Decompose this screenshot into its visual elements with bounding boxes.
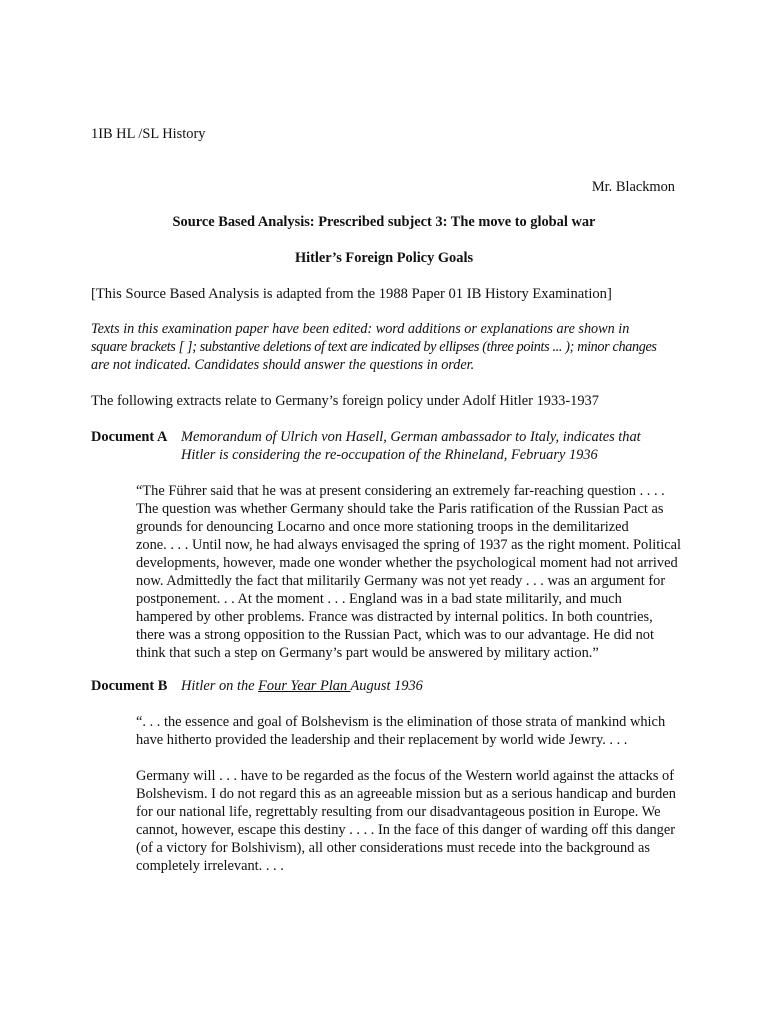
document-a-label: Document A bbox=[91, 429, 168, 445]
document-b-label: Document B bbox=[91, 678, 168, 694]
quote-line: cannot, however, escape this destiny . . . . In the face of this danger of warding off this danger bbox=[136, 822, 676, 838]
quote-line: think that such a step on Germany’s part would be answered by military action.” bbox=[136, 645, 599, 661]
instructions-paragraph bbox=[91, 320, 681, 374]
instructions-line: are not indicated. Candidates should answer the questions in order. bbox=[91, 357, 475, 373]
document-b-caption bbox=[181, 677, 423, 695]
quote-line: Bolshevism. I do not regard this as an agreeable mission but as a serious handicap and burden bbox=[136, 786, 676, 802]
document-b-quote-second bbox=[136, 767, 681, 875]
course-title: 1IB HL /SL History bbox=[91, 126, 206, 142]
quote-line: for our national life, regrettably resulting from our disadvantageous position in Europe. We bbox=[136, 804, 661, 820]
caption-date: August 1936 bbox=[350, 678, 423, 694]
document-a-caption bbox=[181, 428, 641, 464]
quote-line: there was a strong opposition to the Russian Pact, which was to our advantage. He did not bbox=[136, 627, 654, 643]
quote-line: The question was whether Germany should take the Paris ratification of the Russian Pact as bbox=[136, 501, 664, 517]
caption-line: Memorandum of Ulrich von Hasell, German ambassador to Italy, indicates that bbox=[181, 429, 641, 445]
instructions-line: square brackets [ ]; substantive deletions of text are indicated by ellipses (three points ... ); minor changes bbox=[91, 339, 657, 355]
subject-heading: Source Based Analysis: Prescribed subject 3: The move to global war bbox=[172, 214, 596, 230]
quote-line: hampered by other problems. France was distracted by internal politics. In both countries, bbox=[136, 609, 653, 625]
teacher-name: Mr. Blackmon bbox=[591, 179, 675, 195]
intro-text: The following extracts relate to Germany’s foreign policy under Adolf Hitler 1933-1937 bbox=[91, 393, 599, 409]
quote-line: (of a victory for Bolshivism), all other considerations must recede into the background as bbox=[136, 840, 650, 856]
document-b-quote-first bbox=[136, 713, 681, 749]
quote-line: completely irrelevant. . . . bbox=[136, 858, 284, 874]
document-a-quote bbox=[136, 482, 681, 662]
four-year-plan-link: Four Year Plan bbox=[258, 678, 351, 694]
quote-line: postponement. . . At the moment . . . England was in a bad state militarily, and much bbox=[136, 591, 622, 607]
quote-line: grounds for denouncing Locarno and once more stationing troops in the demilitarized bbox=[136, 519, 629, 535]
quote-line: zone. . . . Until now, he had always envisaged the spring of 1937 as the right moment. Political bbox=[136, 537, 682, 553]
topic-heading: Hitler’s Foreign Policy Goals bbox=[294, 250, 474, 266]
quote-line: “. . . the essence and goal of Bolshevism is the elimination of those strata of mankind which bbox=[136, 714, 666, 730]
quote-line: Germany will . . . have to be regarded as the focus of the Western world against the attacks of bbox=[136, 768, 675, 784]
adapted-note: [This Source Based Analysis is adapted from the 1988 Paper 01 IB History Examination] bbox=[91, 286, 612, 302]
quote-line: “The Führer said that he was at present considering an extremely far-reaching question . . . . bbox=[136, 483, 665, 499]
quote-line: now. Admittedly the fact that militarily Germany was not yet ready . . . was an argument for bbox=[136, 573, 666, 589]
caption-line: Hitler is considering the re-occupation of the Rhineland, February 1936 bbox=[181, 447, 598, 463]
caption-text: Hitler on the bbox=[181, 678, 259, 694]
instructions-line: Texts in this examination paper have been edited: word additions or explanations are shown in bbox=[91, 321, 630, 337]
quote-line: have hitherto provided the leadership and their replacement by world wide Jewry. . . . bbox=[136, 732, 628, 748]
quote-line: developments, however, made one wonder whether the psychological moment had not arrived bbox=[136, 555, 678, 571]
